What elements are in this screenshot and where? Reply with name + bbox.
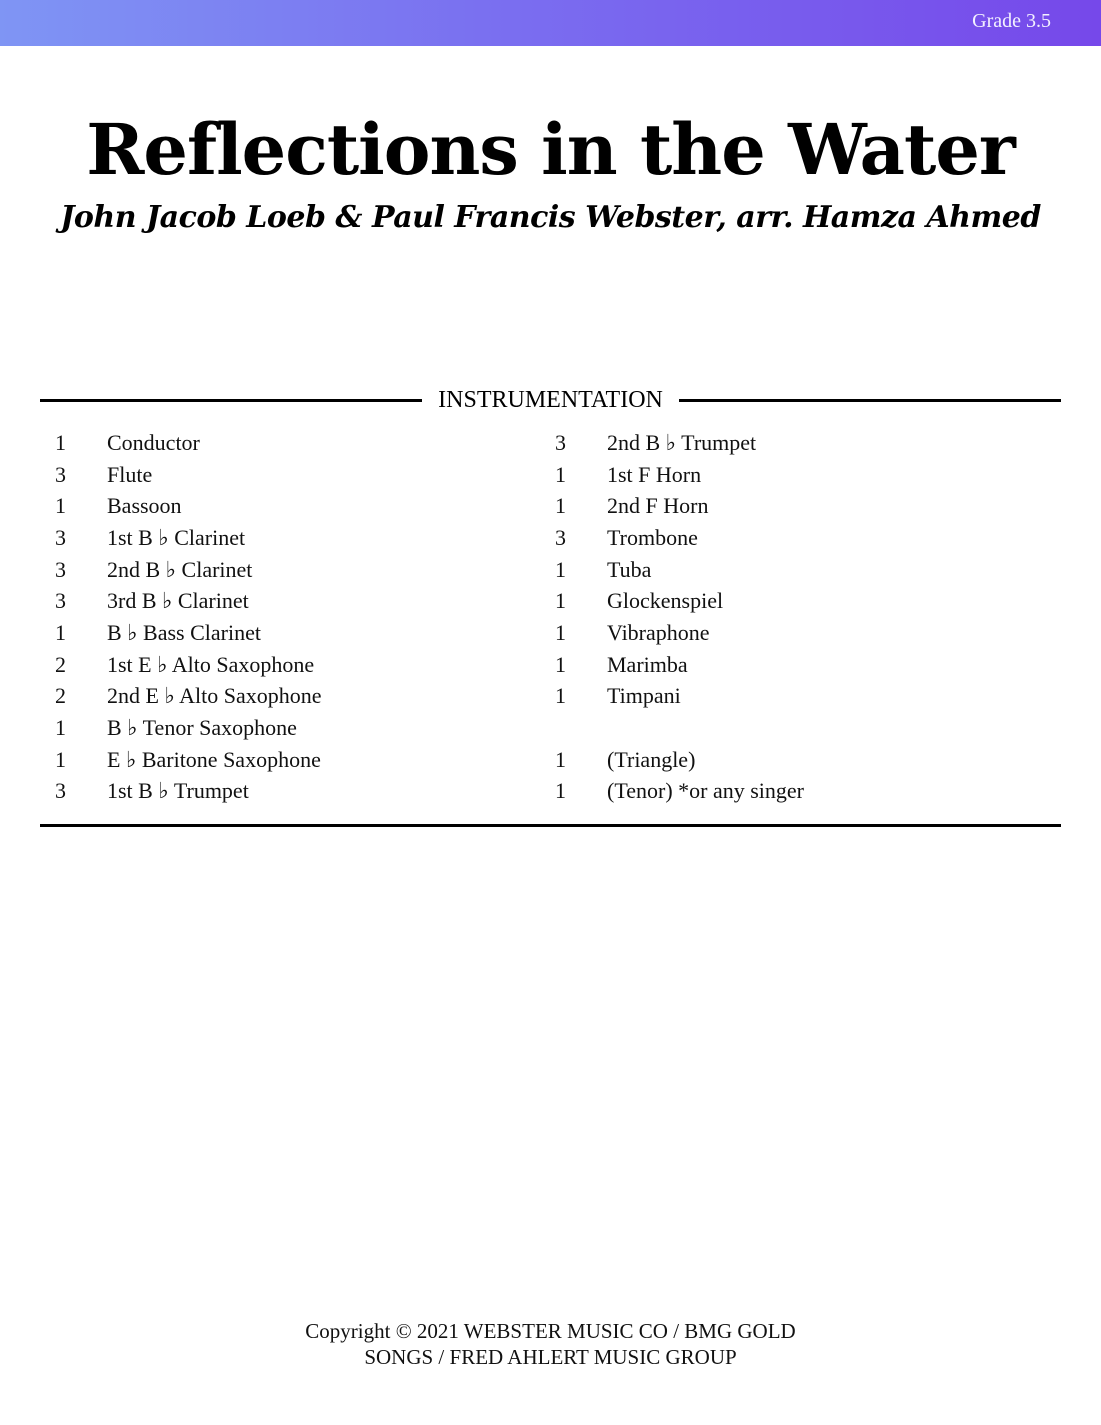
part-count: 1 [55,493,66,519]
part-count: 1 [55,429,66,455]
header-band [0,0,1101,46]
part-name: 2nd E ♭ Alto Saxophone [107,683,322,709]
grade-label: Grade 3.5 [972,10,1051,32]
part-name: 1st B ♭ Trumpet [107,778,249,804]
part-name: Glockenspiel [607,588,724,614]
part-count: 1 [555,493,566,519]
instrumentation-column-right [555,427,1035,807]
part-name: 3rd B ♭ Clarinet [107,588,249,614]
list-item [555,427,1035,459]
part-count: 1 [555,461,566,487]
heading-rule-right [679,399,1061,402]
part-name: Bassoon [107,493,182,519]
part-name: 2nd B ♭ Trumpet [607,429,757,455]
part-name: B ♭ Bass Clarinet [107,619,261,645]
copyright-line-2: SONGS / FRED AHLERT MUSIC GROUP [364,1345,737,1369]
part-name: 2nd B ♭ Clarinet [107,556,253,582]
part-name: B ♭ Tenor Saxophone [107,715,297,741]
list-item [555,617,1035,649]
part-count: 1 [555,588,566,614]
part-count: 2 [55,651,66,677]
part-count: 1 [555,556,566,582]
part-count: 1 [555,619,566,645]
part-count: 1 [555,683,566,709]
list-item [55,554,535,586]
list-item [55,459,535,491]
part-count: 2 [55,683,66,709]
list-item [55,585,535,617]
list-spacer [555,712,1035,744]
list-item [555,522,1035,554]
part-count: 1 [55,619,66,645]
part-count: 3 [55,778,66,804]
list-item [555,459,1035,491]
part-name: Timpani [607,683,681,709]
list-item [555,744,1035,776]
part-name: Flute [107,461,153,487]
list-item [55,649,535,681]
list-item [55,776,535,808]
part-count: 1 [555,746,566,772]
list-item [555,681,1035,713]
list-item [55,712,535,744]
heading-rule-left [40,399,422,402]
composer-credit: John Jacob Loeb & Paul Francis Webster, arr. Hamza Ahmed [60,200,1041,235]
part-name: 1st F Horn [607,461,702,487]
list-item [555,490,1035,522]
page-title: Reflections in the Water [86,108,1015,191]
part-name: Tuba [607,556,652,582]
part-name: 1st E ♭ Alto Saxophone [107,651,315,677]
part-count: 1 [55,715,66,741]
part-name: E ♭ Baritone Saxophone [107,746,321,772]
list-item [55,490,535,522]
part-name: Conductor [107,429,200,455]
part-count: 3 [55,461,66,487]
part-count: 3 [55,588,66,614]
part-count: 3 [55,556,66,582]
instrumentation-bottom-rule [40,824,1061,827]
part-name: Marimba [607,651,688,677]
instrumentation-column-left [55,427,535,807]
list-item [55,681,535,713]
list-item [555,776,1035,808]
list-item [55,744,535,776]
part-name: 1st B ♭ Clarinet [107,524,246,550]
instrumentation-label: INSTRUMENTATION [438,386,663,413]
copyright-line-1: Copyright © 2021 WEBSTER MUSIC CO / BMG GOLD [305,1319,796,1343]
part-name: Vibraphone [607,619,710,645]
list-item [55,617,535,649]
list-item [555,649,1035,681]
part-count: 3 [55,524,66,550]
part-name: (Triangle) [607,746,696,772]
part-count: 3 [555,429,566,455]
part-count: 3 [555,524,566,550]
part-name: (Tenor) *or any singer [607,778,805,804]
copyright-notice [0,1318,1101,1370]
list-item [555,554,1035,586]
part-count: 1 [555,651,566,677]
part-count: 1 [555,778,566,804]
part-count: 1 [55,746,66,772]
list-item [555,585,1035,617]
list-item [55,427,535,459]
instrumentation-heading [40,384,1061,416]
part-name: 2nd F Horn [607,493,709,519]
list-item [55,522,535,554]
part-name: Trombone [607,524,698,550]
